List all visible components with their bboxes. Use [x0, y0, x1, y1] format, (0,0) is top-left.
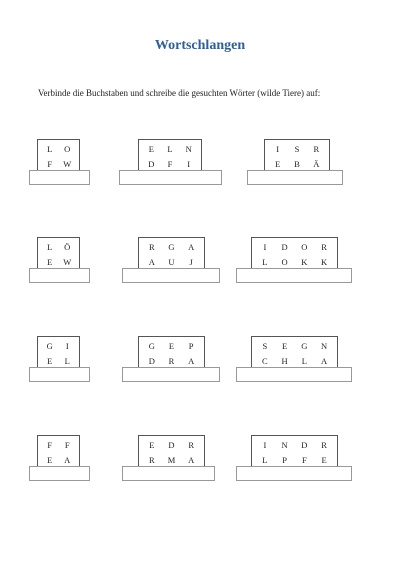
letter-cell: G	[301, 341, 308, 351]
letter-cell: D	[281, 242, 288, 252]
letter-cell: O	[281, 257, 288, 267]
letter-grid	[251, 435, 338, 469]
letter-cell: Ä	[313, 159, 320, 169]
letter-cell: E	[168, 341, 175, 351]
letter-cell: G	[168, 242, 175, 252]
letter-grid	[138, 435, 205, 469]
answer-box[interactable]	[236, 268, 352, 283]
letter-cell: D	[301, 440, 308, 450]
letter-cell: R	[148, 455, 155, 465]
letter-cell: L	[64, 356, 70, 366]
letter-cell: W	[63, 159, 72, 169]
letter-cell: L	[47, 144, 53, 154]
letter-cell: D	[148, 159, 155, 169]
letter-cell: I	[276, 144, 280, 154]
answer-box[interactable]	[236, 367, 352, 382]
answer-box[interactable]	[29, 367, 90, 382]
letter-cell: G	[46, 341, 53, 351]
letter-cell: I	[187, 159, 191, 169]
answer-box[interactable]	[122, 466, 215, 481]
letter-cell: H	[281, 356, 288, 366]
answer-box[interactable]	[122, 268, 220, 283]
letter-grid	[37, 139, 80, 173]
answer-box[interactable]	[29, 466, 90, 481]
letter-cell: E	[321, 455, 327, 465]
letter-cell: E	[149, 440, 155, 450]
letter-cell: F	[47, 440, 53, 450]
letter-cell: R	[321, 242, 327, 252]
letter-cell: F	[167, 159, 173, 169]
letter-cell: F	[47, 159, 53, 169]
letter-cell: E	[148, 144, 154, 154]
letter-cell: N	[321, 341, 328, 351]
letter-cell: U	[168, 257, 175, 267]
letter-cell: O	[301, 242, 308, 252]
letter-cell: M	[167, 455, 176, 465]
answer-box[interactable]	[122, 367, 220, 382]
letter-cell: D	[148, 356, 155, 366]
letter-grid	[37, 237, 80, 271]
letter-cell: F	[302, 455, 307, 465]
answer-box[interactable]	[119, 170, 222, 185]
letter-cell: G	[148, 341, 155, 351]
letter-cell: I	[65, 341, 69, 351]
answer-box[interactable]	[236, 466, 352, 481]
letter-cell: F	[64, 440, 70, 450]
letter-cell: I	[263, 440, 267, 450]
letter-grid	[264, 139, 330, 173]
letter-grid	[251, 336, 338, 370]
answer-box[interactable]	[29, 268, 90, 283]
letter-cell: R	[321, 440, 327, 450]
letter-cell: A	[321, 356, 328, 366]
letter-cell: N	[281, 440, 288, 450]
letter-cell: K	[321, 257, 328, 267]
worksheet-title: Wortschlangen	[154, 38, 246, 53]
letter-cell: E	[47, 356, 53, 366]
letter-cell: E	[282, 341, 288, 351]
letter-cell: E	[47, 455, 53, 465]
letter-cell: K	[301, 257, 308, 267]
letter-cell: R	[148, 242, 155, 252]
letter-cell: A	[188, 356, 195, 366]
letter-cell: D	[168, 440, 175, 450]
letter-cell: Ö	[64, 242, 71, 252]
letter-cell: B	[294, 159, 300, 169]
letter-cell: L	[47, 242, 53, 252]
letter-grid	[138, 336, 205, 370]
letter-cell: L	[301, 356, 307, 366]
letter-cell: L	[262, 455, 268, 465]
letter-cell: P	[282, 455, 287, 465]
letter-cell: L	[167, 144, 173, 154]
letter-grid	[37, 336, 80, 370]
letter-cell: E	[275, 159, 281, 169]
letter-cell: A	[188, 242, 195, 252]
letter-cell: A	[188, 455, 195, 465]
instruction-text: Verbinde die Buchstaben und schreibe die gesuchten Wörter (wilde Tiere) auf:	[38, 88, 321, 98]
letter-cell: S	[262, 341, 268, 351]
answer-box[interactable]	[29, 170, 90, 185]
letter-cell: R	[188, 440, 194, 450]
letter-cell: E	[47, 257, 53, 267]
letter-grid	[37, 435, 80, 469]
letter-cell: A	[64, 455, 71, 465]
letter-cell: W	[63, 257, 72, 267]
letter-grid	[138, 139, 202, 173]
answer-box[interactable]	[247, 170, 343, 185]
letter-cell: S	[294, 144, 300, 154]
letter-cell: R	[313, 144, 320, 154]
letter-cell: R	[168, 356, 175, 366]
letter-grid	[251, 237, 338, 271]
letter-cell: P	[188, 341, 194, 351]
letter-cell: L	[262, 257, 268, 267]
letter-cell: N	[185, 144, 192, 154]
letter-grid	[138, 237, 205, 271]
letter-cell: O	[64, 144, 71, 154]
letter-cell: J	[189, 257, 193, 267]
letter-cell: C	[262, 356, 268, 366]
letter-cell: I	[263, 242, 267, 252]
letter-cell: A	[148, 257, 155, 267]
